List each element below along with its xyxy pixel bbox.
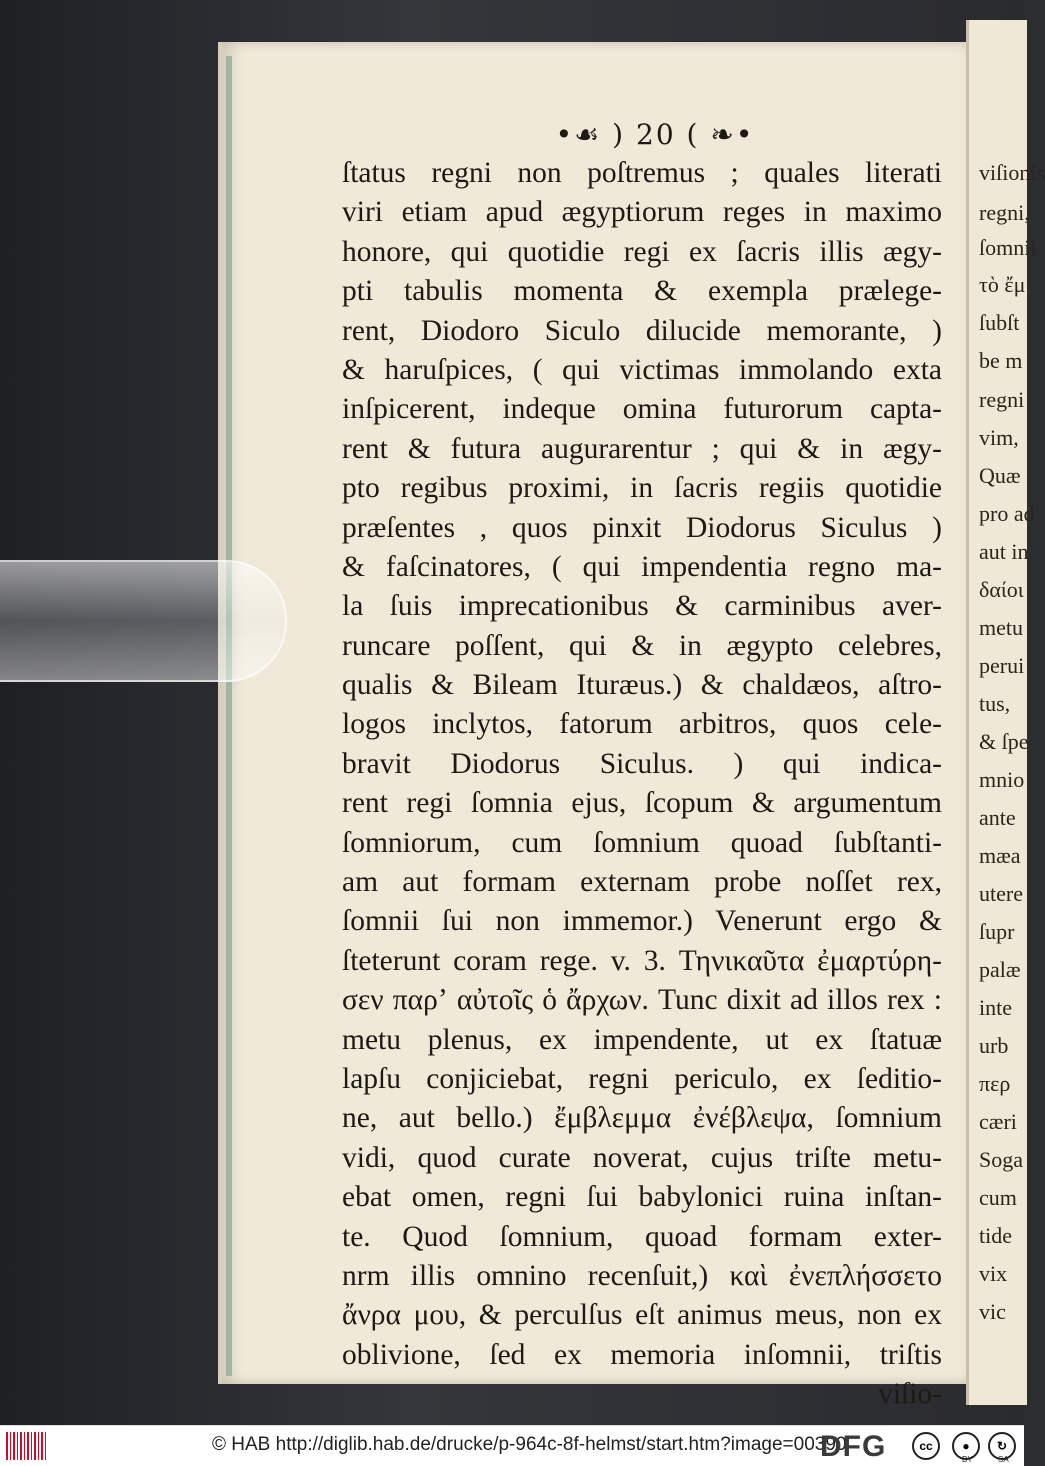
- text-line: oblivione, ſed ex memoria inſomnii, triſtis: [342, 1338, 942, 1371]
- text-line: bravit Diodorus Siculus. ) qui indica-: [342, 747, 942, 780]
- body-text: [342, 154, 942, 1415]
- text-line: rent, Diodoro Siculo dilucide memorante, ): [342, 314, 942, 347]
- facing-line: δαίοι: [979, 577, 1024, 602]
- catchword: viſio-: [878, 1378, 942, 1411]
- text-line: metu plenus, ex impendente, ut ex ſtatuæ: [342, 1023, 942, 1056]
- text-line: lapſu conjiciebat, regni periculo, ex ſeditio-: [342, 1062, 942, 1095]
- by-icon: ●: [952, 1432, 980, 1460]
- facing-line: mæa: [979, 843, 1021, 868]
- facing-line: utere: [979, 881, 1023, 906]
- facing-line: perui: [979, 653, 1025, 678]
- text-line: ſtatus regni non poſtremus ; quales literati: [342, 157, 942, 189]
- sa-icon: ↻: [988, 1432, 1016, 1460]
- facing-line: Soga: [979, 1147, 1023, 1172]
- facing-line: & ſpe: [979, 729, 1029, 754]
- facing-line: ſupr: [979, 919, 1015, 944]
- text-line: runcare poſſent, qui & in ægypto celebres,: [342, 629, 942, 662]
- facing-line: ſomnii: [979, 235, 1037, 260]
- facing-line: cum: [979, 1185, 1017, 1210]
- facing-line: tus,: [979, 691, 1011, 716]
- glass-page-clip: [0, 560, 287, 682]
- facing-line: be m: [979, 348, 1023, 373]
- cc-icon: cc: [912, 1432, 940, 1460]
- page-number-header: •☙ ) 20 ( ❧•: [555, 118, 755, 151]
- text-line: nrm illis omnino recenſuit,) καὶ ἐνεπλήσσετο: [342, 1259, 942, 1292]
- text-line: & faſcinatores, ( qui impendentia regno ma-: [342, 550, 942, 583]
- text-line: ſomniorum, cum ſomnium quoad ſubſtanti-: [342, 826, 942, 859]
- text-line: viri etiam apud ægyptiorum reges in maximo: [342, 196, 942, 229]
- barcode-logo-icon: [6, 1432, 46, 1460]
- copyright-link[interactable]: © HAB http://diglib.hab.de/drucke/p-964c-8f-helmst/start.htm?image=00390: [212, 1434, 847, 1455]
- viewer-footer: [0, 1425, 1024, 1466]
- license-badge[interactable]: [912, 1431, 1020, 1464]
- text-line: præſentes , quos pinxit Diodorus Siculus ): [342, 511, 942, 544]
- facing-line: περ: [979, 1071, 1011, 1096]
- facing-line: metu: [979, 615, 1023, 640]
- text-line: ἄνρα μου, & perculſus eſt animus meus, non ex: [342, 1299, 942, 1332]
- facing-line: pro ad: [979, 501, 1035, 526]
- by-label: BY: [962, 1455, 973, 1464]
- facing-line: vim,: [979, 425, 1019, 450]
- facing-line: urb: [979, 1033, 1009, 1058]
- facing-line: palæ: [979, 957, 1021, 982]
- facing-line: vic: [979, 1299, 1006, 1324]
- facing-line: τὸ ἔμ: [979, 272, 1026, 297]
- text-line: logos inclytos, fatorum arbitros, quos cele-: [342, 708, 942, 741]
- facing-page-fragment: [966, 20, 1045, 1405]
- facing-line: vix: [979, 1261, 1008, 1286]
- text-line: pti tabulis momenta & exempla prælege-: [342, 275, 942, 308]
- facing-line: inte: [979, 995, 1012, 1020]
- text-line: vidi, quod curate noverat, cujus triſte metu-: [342, 1141, 942, 1174]
- facing-line: mnio: [979, 767, 1025, 792]
- text-line: inſpicerent, indeque omina futurorum capta-: [342, 393, 942, 426]
- facing-line: aut in: [979, 539, 1029, 564]
- facing-line: regni: [979, 387, 1025, 412]
- page-edge: [226, 56, 232, 1376]
- text-line: am aut formam externam probe noſſet rex,: [342, 866, 942, 899]
- text-line: ſomnii ſui non immemor.) Venerunt ergo &: [342, 905, 942, 938]
- text-line: σεν παρʼ αὐτοῖς ὁ ἄρχων. Tunc dixit ad illos rex :: [342, 984, 942, 1017]
- text-line: rent regi ſomnia ejus, ſcopum & argumentum: [342, 787, 942, 820]
- facing-line: viſionis: [979, 160, 1045, 185]
- sa-label: SA: [998, 1455, 1009, 1464]
- text-line: la ſuis imprecationibus & carminibus aver-: [342, 590, 942, 623]
- facing-line: regni,: [979, 200, 1030, 225]
- text-line: qualis & Bileam Ituræus.) & chaldæos, aſtro-: [342, 669, 942, 702]
- text-line: ebat omen, regni ſui babylonici ruina inſtan-: [342, 1181, 942, 1214]
- facing-line: Quæ: [979, 463, 1021, 488]
- text-line: pto regibus proximi, in ſacris regiis quotidie: [342, 472, 942, 505]
- text-line: rent & futura augurarentur ; qui & in ægy-: [342, 432, 942, 465]
- text-line: & haruſpices, ( qui victimas immolando exta: [342, 353, 942, 386]
- facing-line: ſubſt: [979, 310, 1020, 335]
- text-line: honore, qui quotidie regi ex ſacris illis ægy-: [342, 235, 942, 268]
- text-line: ne, aut bello.) ἔμβλεμμα ἐνέβλεψα, ſomnium: [342, 1102, 942, 1135]
- facing-line: ante: [979, 805, 1016, 830]
- facing-line: cæri: [979, 1109, 1017, 1134]
- dfg-logo: DFG: [820, 1430, 887, 1463]
- text-line: te. Quod ſomnium, quoad formam exter-: [342, 1220, 942, 1253]
- text-line: ſteterunt coram rege. v. 3. Τηνικαῦτα ἐμαρτύρη-: [342, 944, 942, 977]
- facing-line: tide: [979, 1223, 1012, 1248]
